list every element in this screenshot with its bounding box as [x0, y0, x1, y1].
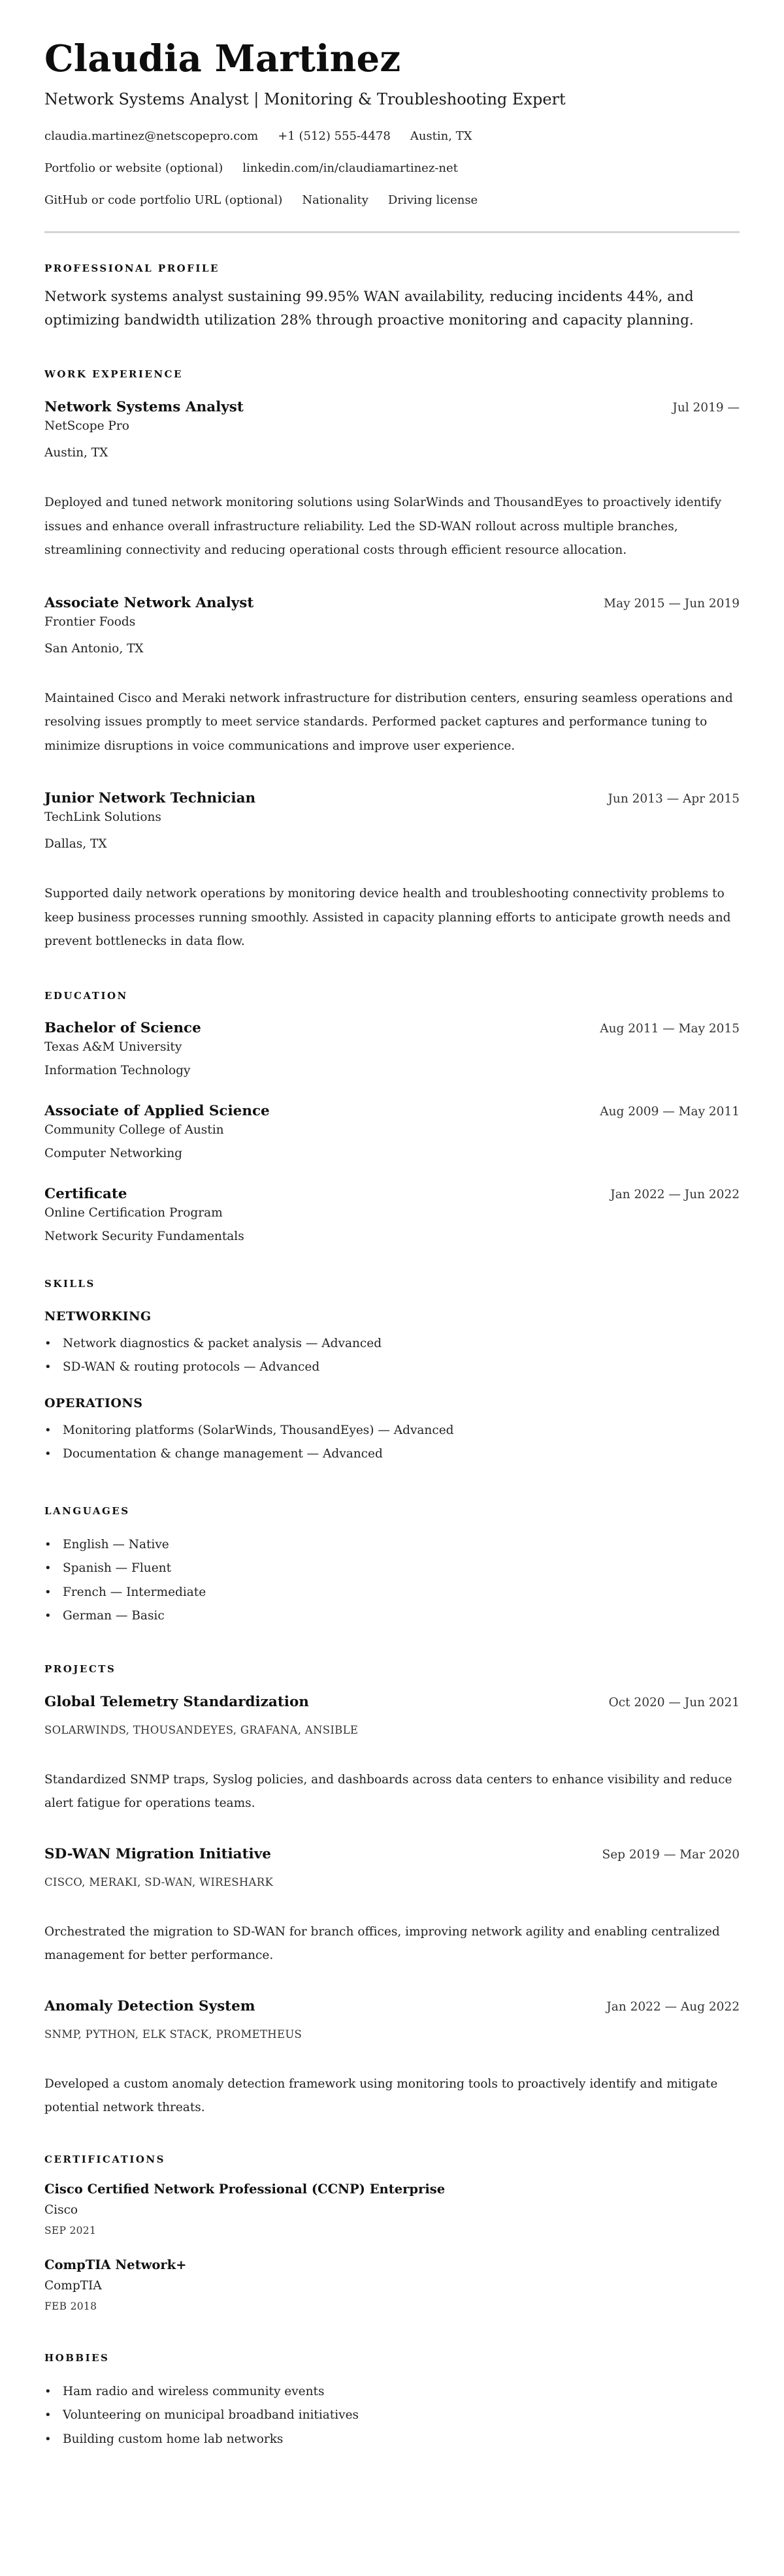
section-profile — [44, 262, 740, 332]
field-of-study: Network Security Fundamentals — [44, 1229, 244, 1243]
language-item: • Spanish — Fluent — [44, 1557, 740, 1581]
contact-nationality: Nationality — [302, 193, 368, 207]
section-title-certifications: CERTIFICATIONS — [44, 2153, 165, 2165]
certification-issuer: Cisco — [44, 2202, 78, 2217]
field-of-study: Computer Networking — [44, 1146, 182, 1160]
resume-header — [44, 38, 740, 233]
certification-entry — [44, 2180, 740, 2238]
skill-list — [44, 1419, 740, 1467]
hobby-item: • Ham radio and wireless community events — [44, 2380, 740, 2404]
certification-entry — [44, 2256, 740, 2314]
contact-email[interactable]: claudia.martinez@netscopepro.com — [44, 129, 259, 143]
skill-item: • Monitoring platforms (SolarWinds, ThousandEyes) — Advanced — [44, 1419, 740, 1443]
project-title: Anomaly Detection System — [44, 1997, 255, 2014]
language-item: • English — Native — [44, 1533, 740, 1557]
school-name: Community College of Austin — [44, 1122, 224, 1137]
section-work-experience — [44, 368, 740, 954]
contact-row-extra — [44, 192, 740, 209]
contact-location: Austin, TX — [410, 129, 472, 143]
job-description: Maintained Cisco and Meraki network infrastructure for distribution centers, ensuring seamless operations and resolving issues promptly to meet service standards. Performed packet captures and performance tuning to minimize disruptions in voice communications and improve user experience. — [44, 691, 733, 753]
education-entry — [44, 1102, 740, 1163]
degree-title: Associate of Applied Science — [44, 1102, 270, 1119]
contact-github[interactable]: GitHub or code portfolio URL (optional) — [44, 193, 283, 207]
profile-summary: Network systems analyst sustaining 99.95% WAN availability, reducing incidents 44%, and optimizing bandwidth utilization 28% through proactive monitoring and capacity planning. — [44, 289, 694, 328]
section-hobbies — [44, 2351, 740, 2452]
hobby-list — [44, 2380, 740, 2452]
skill-item: • Documentation & change management — Advanced — [44, 1442, 740, 1467]
job-description: Supported daily network operations by monitoring device health and troubleshooting connectivity problems to keep business processes running smoothly. Assisted in capacity planning efforts to anticipate growth needs and prevent bottlenecks in data flow. — [44, 887, 731, 948]
project-description: Developed a custom anomaly detection framework using monitoring tools to proactively identify and mitigate potential network threats. — [44, 2076, 718, 2114]
contact-portfolio[interactable]: Portfolio or website (optional) — [44, 161, 223, 175]
certification-name: CompTIA Network+ — [44, 2257, 187, 2272]
contact-phone[interactable]: +1 (512) 555-4478 — [278, 129, 391, 143]
contact-row-links — [44, 160, 740, 177]
project-title: Global Telemetry Standardization — [44, 1693, 309, 1710]
contact-row-primary — [44, 128, 740, 145]
section-title-work: WORK EXPERIENCE — [44, 368, 183, 380]
project-dates: Jan 2022 — Aug 2022 — [606, 1999, 740, 2014]
work-entry — [44, 398, 740, 563]
section-title-skills: SKILLS — [44, 1277, 95, 1290]
field-of-study: Information Technology — [44, 1063, 191, 1077]
job-title: Network Systems Analyst — [44, 399, 244, 415]
section-title-languages: LANGUAGES — [44, 1504, 130, 1517]
project-entry — [44, 1693, 740, 1816]
job-dates: Jul 2019 — — [672, 401, 740, 415]
project-tech-stack: SOLARWINDS, THOUSANDEYES, GRAFANA, ANSIBLE — [44, 1723, 359, 1736]
certification-name: Cisco Certified Network Professional (CCNP) Enterprise — [44, 2181, 446, 2197]
skill-item: • SD-WAN & routing protocols — Advanced — [44, 1356, 740, 1380]
job-title: Junior Network Technician — [44, 790, 256, 806]
project-dates: Sep 2019 — Mar 2020 — [602, 1847, 740, 1862]
section-education — [44, 989, 740, 1246]
certification-date: SEP 2021 — [44, 2224, 97, 2236]
skill-group-title: NETWORKING — [44, 1309, 152, 1324]
section-languages — [44, 1504, 740, 1629]
job-company: Frontier Foods — [44, 614, 136, 629]
project-tech-stack: CISCO, MERAKI, SD-WAN, WIRESHARK — [44, 1875, 274, 1888]
job-location: Austin, TX — [44, 446, 108, 460]
job-title: Associate Network Analyst — [44, 594, 254, 611]
education-entry — [44, 1019, 740, 1080]
school-name: Texas A&M University — [44, 1040, 182, 1054]
project-description: Orchestrated the migration to SD-WAN for branch offices, improving network agility and enabling centralized management for better performance. — [44, 1924, 720, 1962]
contact-linkedin[interactable]: linkedin.com/in/claudiamartinez-net — [242, 161, 458, 175]
project-tech-stack: SNMP, PYTHON, ELK STACK, PROMETHEUS — [44, 2027, 302, 2041]
section-title-hobbies: HOBBIES — [44, 2351, 110, 2364]
job-location: San Antonio, TX — [44, 641, 144, 656]
school-name: Online Certification Program — [44, 1205, 223, 1220]
skill-group-title: OPERATIONS — [44, 1395, 143, 1410]
job-description: Deployed and tuned network monitoring solutions using SolarWinds and ThousandEyes to proactively identify issues and enhance overall infrastructure reliability. Led the SD-WAN rollout across multiple branches, streamlining connectivity and reducing operational costs through efficient resource allocation. — [44, 496, 722, 557]
candidate-headline: Network Systems Analyst | Monitoring & Troubleshooting Expert — [44, 90, 566, 108]
project-entry — [44, 1845, 740, 1968]
degree-title: Bachelor of Science — [44, 1019, 201, 1036]
section-title-education: EDUCATION — [44, 989, 128, 1002]
education-entry — [44, 1185, 740, 1246]
education-dates: Aug 2011 — May 2015 — [600, 1021, 740, 1036]
language-item: • German — Basic — [44, 1604, 740, 1629]
section-title-projects: PROJECTS — [44, 1662, 116, 1675]
job-company: NetScope Pro — [44, 419, 129, 433]
language-item: • French — Intermediate — [44, 1581, 740, 1605]
job-company: TechLink Solutions — [44, 810, 161, 824]
candidate-name: Claudia Martinez — [44, 37, 401, 80]
project-description: Standardized SNMP traps, Syslog policies, and dashboards across data centers to enhance visibility and reduce alert fatigue for operations teams. — [44, 1772, 732, 1810]
section-certifications — [44, 2153, 740, 2314]
section-projects — [44, 1662, 740, 2120]
education-dates: Jan 2022 — Jun 2022 — [610, 1187, 740, 1201]
skill-item: • Network diagnostics & packet analysis — Advanced — [44, 1332, 740, 1356]
job-location: Dallas, TX — [44, 837, 107, 851]
work-entry — [44, 594, 740, 759]
job-dates: May 2015 — Jun 2019 — [604, 596, 740, 611]
skill-group-operations — [44, 1394, 740, 1467]
language-list — [44, 1533, 740, 1629]
contact-driving-license: Driving license — [387, 193, 478, 207]
section-skills — [44, 1277, 740, 1467]
skill-group-networking — [44, 1307, 740, 1380]
hobby-item: • Volunteering on municipal broadband initiatives — [44, 2404, 740, 2428]
header-divider — [44, 231, 740, 233]
hobby-item: • Building custom home lab networks — [44, 2428, 740, 2452]
certification-issuer: CompTIA — [44, 2278, 102, 2293]
work-entry — [44, 789, 740, 954]
degree-title: Certificate — [44, 1185, 127, 1202]
certification-date: FEB 2018 — [44, 2300, 97, 2312]
section-title-profile: PROFESSIONAL PROFILE — [44, 262, 220, 274]
skill-list — [44, 1332, 740, 1380]
project-dates: Oct 2020 — Jun 2021 — [608, 1695, 740, 1709]
education-dates: Aug 2009 — May 2011 — [600, 1104, 740, 1119]
project-entry — [44, 1997, 740, 2120]
job-dates: Jun 2013 — Apr 2015 — [608, 792, 740, 806]
project-title: SD-WAN Migration Initiative — [44, 1845, 271, 1862]
